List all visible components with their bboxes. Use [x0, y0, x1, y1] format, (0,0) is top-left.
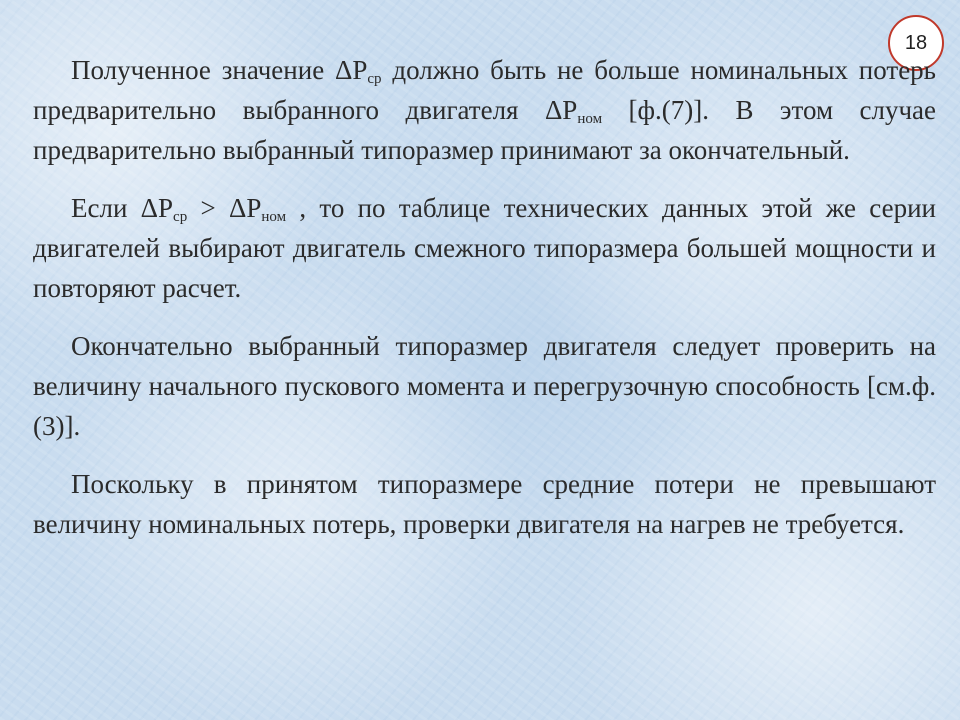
p2-text-3: , то по таблице технических данных этой же серии двигателей выбирают двигатель смежного типоразмера большей мощности и повторяют расчет.	[33, 193, 936, 303]
p2-subscript-sr: ср	[173, 209, 188, 225]
paragraph-no-heating-check: Поскольку в принятом типоразмере средние потери не превышают величину номинальных потерь, проверки двигателя на нагрев не требуется.	[33, 469, 936, 539]
p1-subscript-sr: ср	[367, 71, 382, 87]
paragraph-power-loss-condition	[33, 50, 936, 170]
slide-body	[33, 50, 936, 562]
paragraph-check-starting-torque: Окончательно выбранный типоразмер двигателя следует проверить на величину начального пускового момента и перегрузочную способность [см.ф.(3)].	[33, 331, 936, 441]
p2-text-2: > ΔP	[187, 193, 262, 223]
p1-subscript-nom: ном	[577, 111, 603, 127]
p1-text-1: Полученное значение ΔP	[71, 55, 368, 85]
p1-text-2: должно быть не больше номинальных потерь предварительно выбранного двигателя ΔP	[33, 55, 936, 125]
p2-text-1: Если ΔP	[71, 193, 174, 223]
paragraph-select-larger-motor	[33, 188, 936, 308]
slide-number: 18	[904, 31, 928, 54]
p2-subscript-nom: ном	[261, 209, 287, 225]
p1-text-3: [ф.(7)]. В этом случае предварительно выбранный типоразмер принимают за окончательный.	[33, 95, 937, 165]
